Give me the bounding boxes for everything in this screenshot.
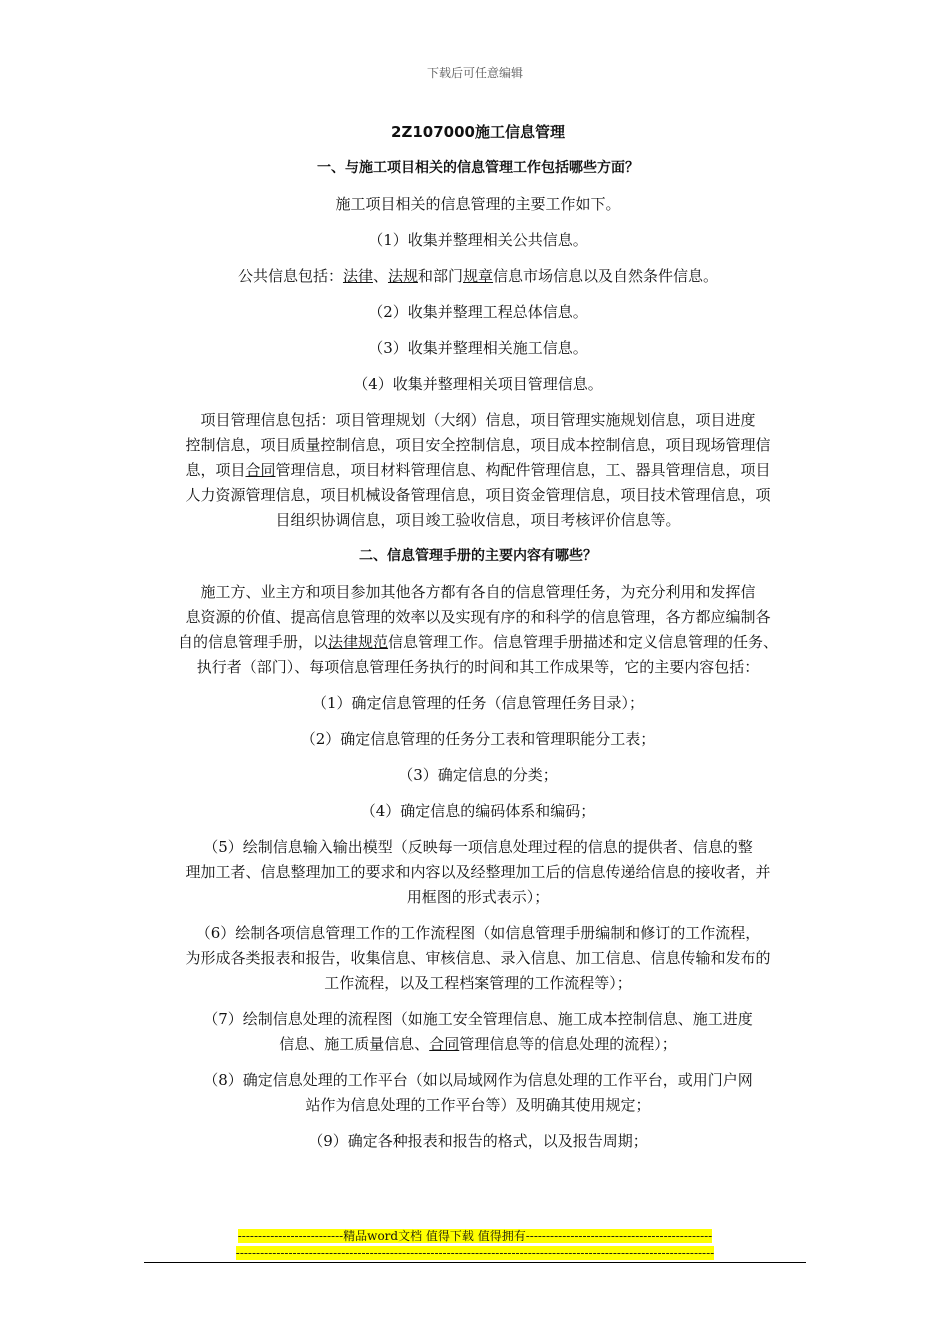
project-management-info-paragraph: [148, 408, 808, 533]
text: 管理信息等的信息处理的流程）；: [459, 1035, 677, 1053]
document-body: [148, 120, 808, 1165]
manual-item-6: [148, 921, 808, 996]
page-footer: [0, 1228, 950, 1262]
para-line: [148, 458, 808, 483]
document-title: 2Z107000施工信息管理: [391, 123, 565, 141]
manual-item-9: （9）确定各种报表和报告的格式，以及报告周期；: [308, 1132, 648, 1150]
heading-question-2: 二、信息管理手册的主要内容有哪些？: [359, 548, 597, 564]
text: 自的信息管理手册，以: [177, 633, 328, 651]
para-line: （7）绘制信息处理的流程图（如施工安全管理信息、施工成本控制信息、施工进度: [203, 1010, 753, 1028]
footer-banner-line-1: --------------------------精品word文档 值得下载 值得拥有----------------------------------------------: [237, 1229, 713, 1243]
manual-item-8: [148, 1068, 808, 1118]
para-line: 控制信息，项目质量控制信息，项目安全控制信息，项目成本控制信息，项目现场管理信: [185, 436, 771, 454]
para-line: 站作为信息处理的工作平台等）及明确其使用规定；: [305, 1096, 651, 1114]
text: 信息市场信息以及自然条件信息。: [493, 267, 719, 285]
manual-item-3: （3）确定信息的分类；: [398, 766, 558, 784]
link-contract[interactable]: 合同: [245, 461, 276, 479]
para-line: （5）绘制信息输入输出模型（反映每一项信息处理过程的信息的提供者、信息的整: [203, 838, 753, 856]
para-line: [148, 630, 808, 655]
manual-paragraph: [148, 580, 808, 680]
link-rules[interactable]: 规章: [463, 267, 494, 285]
para-line: 理加工者、信息整理加工的要求和内容以及经整理加工后的信息传递给信息的接收者，并: [185, 863, 771, 881]
text: 信息管理工作。信息管理手册描述和定义信息管理的任务、: [388, 633, 779, 651]
para-line: 人力资源管理信息，项目机械设备管理信息，项目资金管理信息，项目技术管理信息，项: [185, 486, 771, 504]
text: 和部门: [418, 267, 464, 285]
manual-item-2: （2）确定信息管理的任务分工表和管理职能分工表；: [300, 730, 656, 748]
manual-item-7: [148, 1007, 808, 1057]
section1-intro: 施工项目相关的信息管理的主要工作如下。: [335, 195, 621, 213]
text: 、: [372, 267, 388, 285]
para-line: 目组织协调信息，项目竣工验收信息，项目考核评价信息等。: [275, 511, 681, 529]
para-line: 项目管理信息包括：项目管理规划（大纲）信息，项目管理实施规划信息，项目进度: [200, 411, 756, 429]
para-line: （6）绘制各项信息管理工作的工作流程图（如信息管理手册编制和修订的工作流程，: [195, 924, 761, 942]
link-regulation[interactable]: 法规: [387, 267, 418, 285]
para-line: 执行者（部门）、每项信息管理任务执行的时间和其工作成果等，它的主要内容包括：: [196, 658, 760, 676]
footer-banner-line-2: ----------------------------------------------------------------------------------------------------------------------: [235, 1246, 715, 1260]
text: 信息、施工质量信息、: [279, 1035, 430, 1053]
heading-question-1: 一、与施工项目相关的信息管理工作包括哪些方面？: [317, 160, 639, 176]
public-info-line: [148, 264, 808, 289]
para-line: 工作流程，以及工程档案管理的工作流程等）；: [324, 974, 632, 992]
section1-item-4: （4）收集并整理相关项目管理信息。: [353, 375, 603, 393]
section1-item-3: （3）收集并整理相关施工信息。: [368, 339, 588, 357]
text: 公共信息包括：: [237, 267, 343, 285]
manual-item-5: [148, 835, 808, 910]
para-line: 用框图的形式表示）；: [406, 888, 550, 906]
footer-divider: [144, 1262, 806, 1263]
link-contract-2[interactable]: 合同: [429, 1035, 460, 1053]
link-law[interactable]: 法律: [342, 267, 373, 285]
manual-item-4: （4）确定信息的编码体系和编码；: [360, 802, 596, 820]
text: 息，项目: [185, 461, 246, 479]
section1-item-1: （1）收集并整理相关公共信息。: [368, 231, 588, 249]
para-line: 施工方、业主方和项目参加其他各方都有各自的信息管理任务，为充分利用和发挥信: [200, 583, 756, 601]
manual-item-1: （1）确定信息管理的任务（信息管理任务目录）；: [311, 694, 645, 712]
para-line: 为形成各类报表和报告，收集信息、审核信息、录入信息、加工信息、信息传输和发布的: [185, 949, 771, 967]
page-header: 下载后可任意编辑: [426, 66, 523, 80]
section1-item-2: （2）收集并整理工程总体信息。: [368, 303, 588, 321]
text: 管理信息，项目材料管理信息、构配件管理信息，工、器具管理信息，项目: [275, 461, 771, 479]
para-line: （8）确定信息处理的工作平台（如以局域网作为信息处理的工作平台，或用门户网: [203, 1071, 753, 1089]
link-legal-norms[interactable]: 法律规范: [327, 633, 388, 651]
para-line: 息资源的价值、提高信息管理的效率以及实现有序的和科学的信息管理，各方都应编制各: [185, 608, 771, 626]
para-line: [148, 1032, 808, 1057]
